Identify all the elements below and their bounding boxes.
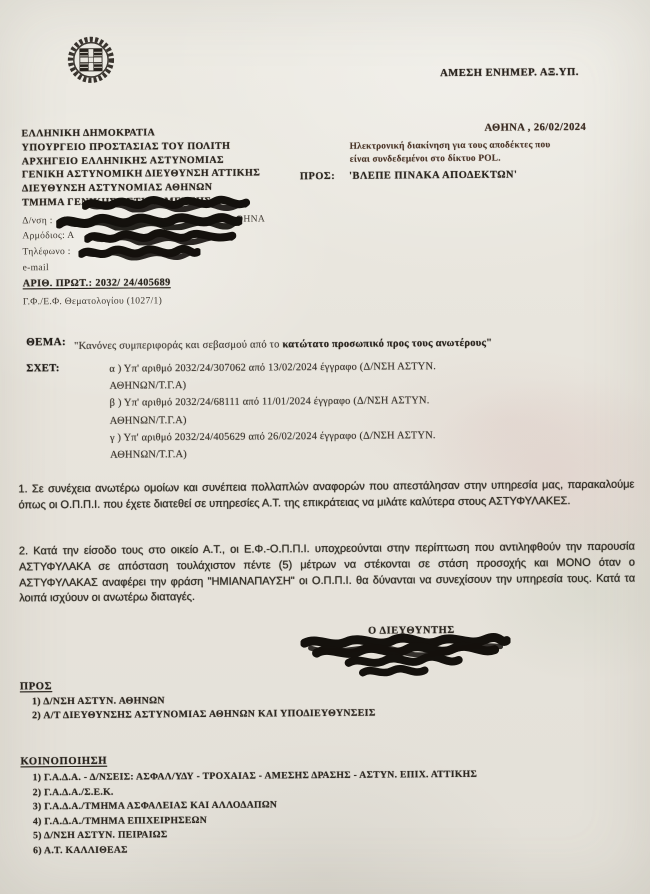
redaction-scribble — [84, 228, 236, 246]
protocol-number-line — [23, 274, 323, 292]
authority-line: ΕΛΛΗΝΙΚΗ ΔΗΜΟΚΡΑΤΙΑ — [21, 127, 156, 140]
file-reference-line: Γ.Φ./Ε.Φ. Θεματολογίου (1027/1) — [22, 295, 163, 308]
redaction-scribble — [82, 195, 250, 213]
signature-title: Ο ΔΙΕΥΘΥΝΤΗΣ — [368, 624, 455, 637]
urgent-note: ΑΜΕΣΗ ΕΝΗΜΕΡ. ΑΞ.ΥΠ. — [440, 66, 579, 80]
body-paragraph-1: 1. Σε συνέχεια ανωτέρω ομοίων και συνέπεια πολλαπλών αναφορών που απεστάλησαν στην υπηρεσία μας, παρακαλούμε όπως οι Ο.Π.Π.Ι. που έχετε διατεθεί σε υπηρεσίες Α.Τ. της επικράτειας να μιλάτε καλύτερα στους ΑΣΤΥΦΥΛΑΚΕΣ. — [18, 478, 635, 512]
cc-item: 3) Γ.Α.Δ.Α./ΤΜΗΜΑ ΑΣΦΑΛΕΙΑΣ ΚΑΙ ΑΛΛΟΔΑΠΩΝ — [32, 799, 278, 813]
cc-item: 2) Γ.Α.Δ.Α./Σ.Ε.Κ. — [32, 786, 114, 798]
protocol-label: ΑΡΙΘ. ΠΡΩΤ.: — [22, 277, 93, 290]
references-block — [109, 357, 550, 464]
subject-label: ΘΕΜΑ: — [26, 336, 67, 349]
reference-item-c-line2: ΑΘΗΝΩΝ/Τ.Γ.Α) — [110, 449, 187, 461]
recipient-item: 1) Δ/ΝΣΗ ΑΣΤΥΝ. ΑΘΗΝΩΝ — [31, 695, 165, 708]
reference-item-c-line1: γ ) Υπ' αριθμό 2032/24/405629 από 26/02/2024 έγγραφο (Δ/ΝΣΗ ΑΣΤΥΝ. — [109, 429, 436, 444]
subject-line — [26, 332, 631, 355]
recipients-label: ΠΡΟΣ — [19, 681, 53, 693]
to-label: ΠΡΟΣ: — [299, 170, 336, 183]
protocol-number: 2032/ 24/405689 — [95, 277, 171, 289]
electronic-distribution-note-line2: είναι συνδεδεμένοι στο δίκτυο POL. — [349, 153, 501, 165]
address-visible-suffix: ΘΗΝΑ — [236, 213, 266, 225]
references-label: ΣΧΕΤ: — [26, 363, 60, 375]
cc-item: 5) Δ/ΝΣΗ ΑΣΤΥΝ. ΠΕΙΡΑΙΩΣ — [33, 829, 168, 842]
authority-line: ΥΠΟΥΡΓΕΙΟ ΠΡΟΣΤΑΣΙΑΣ ΤΟΥ ΠΟΛΙΤΗ — [21, 140, 231, 154]
contact-person-line: Αρμόδιος: Α — [22, 230, 75, 242]
authority-line-department: ΤΜΗΜΑ ΓΕΝΙΚΗΣ ΑΣΤΥΝΟΜΕΥΣΗΣ — [22, 195, 212, 209]
to-value: 'ΒΛΕΠΕ ΠΙΝΑΚΑ ΑΠΟΔΕΚΤΩΝ' — [349, 169, 518, 182]
issuing-authority-block — [21, 125, 322, 310]
reference-item-b-line1: β ) Υπ' αριθμό 2032/24/68111 από 11/01/2024 έγγραφο (Δ/ΝΣΗ ΑΣΤΥΝ. — [109, 395, 430, 410]
greek-national-emblem-icon — [67, 36, 115, 84]
subject-text-part1: "Κανόνες συμπεριφοράς και σεβασμού από το — [74, 339, 283, 352]
cc-item: 4) Γ.Α.Δ.Α./ΤΜΗΜΑ ΕΠΙΧΕΙΡΗΣΕΩΝ — [32, 814, 208, 828]
recipient-item: 2) Α/Τ ΔΙΕΥΘΥΝΣΗΣ ΑΣΤΥΝΟΜΙΑΣ ΑΘΗΝΩΝ ΚΑΙ ΥΠΟΔΙΕΥΘΥΝΣΕΙΣ — [32, 707, 376, 722]
phone-line: Τηλέφωνο : — [22, 245, 71, 258]
signature-redaction-scribble — [300, 633, 510, 681]
address-label: Δ/νση : — [22, 214, 53, 227]
cc-item: 1) Γ.Α.Δ.Α. - Δ/ΝΣΕΙΣ: ΑΣΦΑΛ/ΥΔΥ - ΤΡΟΧΑΙΑΣ - ΑΜΕΣΗΣ ΔΡΑΣΗΣ - ΑΣΤΥΝ. ΕΠΙΧ. ΑΤΤΙΚΗΣ — [32, 768, 478, 784]
authority-line: ΓΕΝΙΚΗ ΑΣΤΥΝΟΜΙΚΗ ΔΙΕΥΘΥΝΣΗ ΑΤΤΙΚΗΣ — [21, 167, 261, 181]
authority-line: ΔΙΕΥΘΥΝΣΗ ΑΣΤΥΝΟΜΙΑΣ ΑΘΗΝΩΝ — [21, 182, 213, 195]
reference-item-a-line2: ΑΘΗΝΩΝ/Τ.Γ.Α) — [109, 380, 187, 392]
cc-item: 6) Α.Τ. ΚΑΛΛΙΘΕΑΣ — [33, 844, 128, 857]
reference-item-b-line2: ΑΘΗΝΩΝ/Τ.Γ.Α) — [109, 414, 187, 427]
subject-text-part2: κατώτατο προσωπικό προς τους ανωτέρους" — [282, 337, 493, 351]
reference-item-a-line1: α ) Υπ' αριθμό 2032/24/307062 από 13/02/2024 έγγραφο (Δ/ΝΣΗ ΑΣΤΥΝ. — [109, 361, 437, 375]
cc-block — [33, 768, 478, 859]
city-date: ΑΘΗΝΑ , 26/02/2024 — [484, 121, 587, 134]
body-paragraph-2: 2. Κατά την είσοδο τους στο οικείο Α.Τ., οι Ε.Φ.-Ο.Π.Π.Ι. υποχρεούνται στην περίπτωση που αντιληφθούν την παρουσία ΑΣΤΥΦΥΛΑΚΑ σε απόσταση τουλάχιστον πέντε (5) μέτρων να στέκονται σε στάση προσοχής και ΜΟΝΟ όταν ο ΑΣΤΥΦΥΛΑΚΑΣ αναφέρει την φράση "ΗΜΙΑΝΑΠΑΥΣΗ" οι Ο.Π.Π.Ι. θα δύνανται να συνεχίσουν την υπηρεσία τους. Κατά τα λοιπά ισχύουν οι ανωτέρω διαταγές. — [18, 540, 636, 605]
electronic-distribution-note-line1: Ηλεκτρονική διακίνηση για τους αποδέκτες που — [349, 140, 551, 152]
email-line: e-mail — [22, 261, 49, 273]
cc-label: ΚΟΙΝΟΠΟΙΗΣΗ — [20, 755, 108, 768]
redaction-scribble — [78, 244, 200, 261]
recipients-block — [32, 693, 376, 724]
to-line — [300, 169, 518, 182]
authority-line: ΑΡΧΗΓΕΙΟ ΕΛΛΗΝΙΚΗΣ ΑΣΤΥΝΟΜΙΑΣ — [21, 154, 225, 167]
